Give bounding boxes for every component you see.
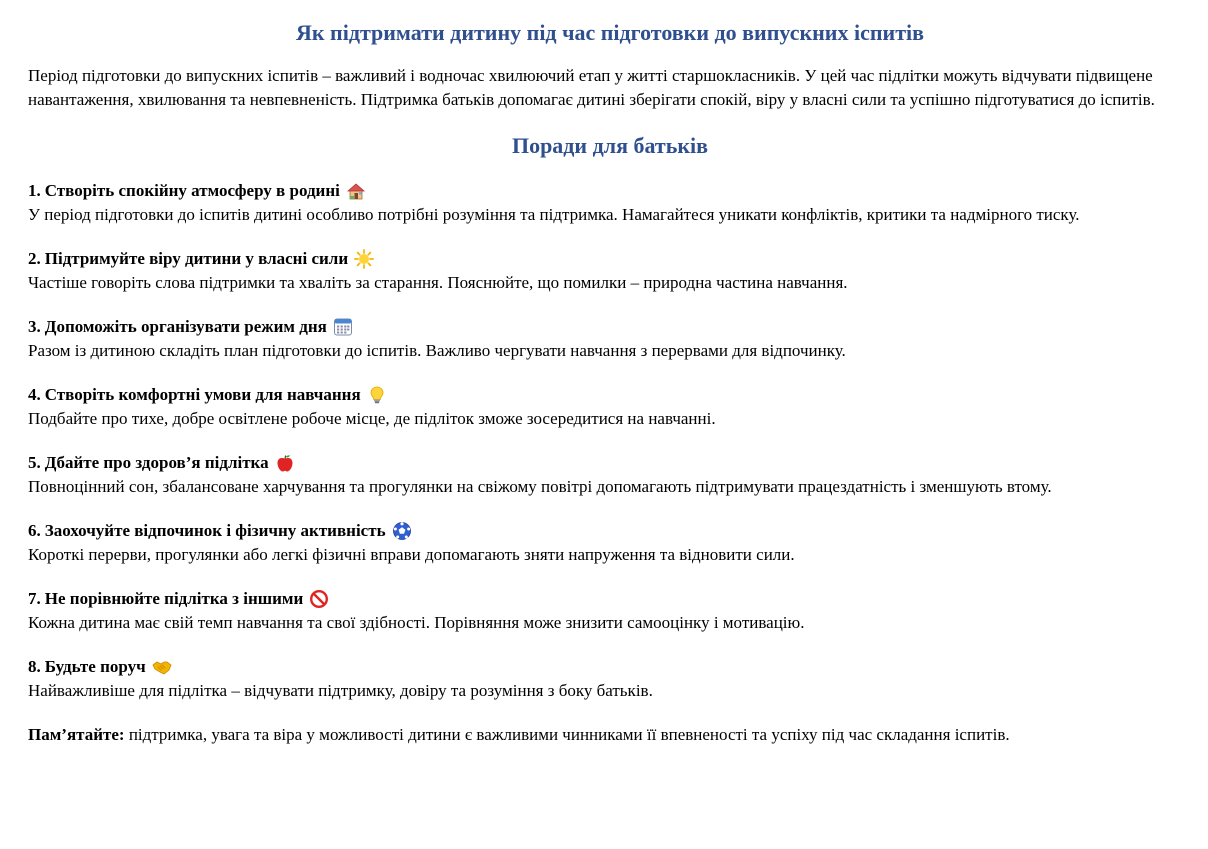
ball-icon (392, 521, 412, 541)
tip-title: Підтримуйте віру дитини у власні сили (44, 249, 349, 268)
tip-heading (28, 383, 1192, 407)
tip-title: Дбайте про здоров’я підлітка (44, 453, 269, 472)
sun-icon (354, 249, 374, 269)
page-title: Як підтримати дитину під час підготовки до випускних іспитів (295, 20, 925, 45)
tip-heading (28, 179, 1192, 203)
tip-text: Кожна дитина має свій темп навчання та свої здібності. Порівняння може знизити самооцінку і мотивацію. (28, 612, 805, 632)
tip-text: Частіше говоріть слова підтримки та хваліть за старання. Пояснюйте, що помилки – природна частина навчання. (28, 272, 848, 292)
tip-number: 7. (28, 589, 41, 608)
note-label: Пам’ятайте: (28, 725, 125, 744)
tip-number: 4. (28, 385, 41, 404)
section-title: Поради для батьків (511, 133, 709, 158)
tip-heading (28, 519, 1192, 543)
tip-number: 5. (28, 453, 41, 472)
tips-list (28, 179, 1192, 702)
tip-1 (28, 179, 1192, 226)
tip-heading (28, 451, 1192, 475)
tip-title: Заохочуйте відпочинок і фізичну активність (44, 521, 386, 540)
tip-title: Допоможіть організувати режим дня (44, 317, 327, 336)
tip-4 (28, 383, 1192, 430)
tip-5 (28, 451, 1192, 498)
prohibited-icon (309, 589, 329, 609)
tip-heading (28, 655, 1192, 679)
tip-title: Не порівнюйте підлітка з іншими (44, 589, 304, 608)
tip-text: Короткі перерви, прогулянки або легкі фізичні вправи допомагають зняти напруження та відновити сили. (28, 544, 795, 564)
tip-title: Будьте поруч (44, 657, 146, 676)
lightbulb-icon (367, 385, 387, 405)
tip-number: 3. (28, 317, 41, 336)
house-icon (346, 181, 366, 201)
note-text: підтримка, увага та віра у можливості дитини є важливими чинниками її впевненості та успіху під час складання іспитів. (124, 725, 1010, 744)
tip-number: 6. (28, 521, 41, 540)
tip-text: Повноцінний сон, збалансоване харчування та прогулянки на свіжому повітрі допомагають підтримувати працездатність і зменшують втому. (28, 476, 1052, 496)
tip-heading (28, 315, 1192, 339)
tip-number: 8. (28, 657, 41, 676)
tip-text: У період підготовки до іспитів дитині особливо потрібні розуміння та підтримка. Намагайтеся уникати конфліктів, критики та надмірного тиску. (28, 204, 1080, 224)
intro-paragraph: Період підготовки до випускних іспитів – важливий і водночас хвилюючий етап у житті старшокласників. У цей час підлітки можуть відчувати підвищене навантаження, хвилювання та невпевненість. Підтримка батьків допомагає дитині зберігати спокій, віру у власні сили та успішно підготуватися до іспитів. (28, 66, 1155, 109)
tip-8 (28, 655, 1192, 702)
tip-6 (28, 519, 1192, 566)
tip-title: Створіть комфортні умови для навчання (44, 385, 361, 404)
tip-7 (28, 587, 1192, 634)
tip-title: Створіть спокійну атмосферу в родині (44, 181, 340, 200)
calendar-icon (333, 317, 353, 337)
tip-heading (28, 587, 1192, 611)
tip-number: 1. (28, 181, 41, 200)
apple-icon (275, 453, 295, 473)
tip-text: Найважливіше для підлітка – відчувати підтримку, довіру та розуміння з боку батьків. (28, 680, 653, 700)
tip-text: Подбайте про тихе, добре освітлене робоче місце, де підліток зможе зосередитися на навчанні. (28, 408, 716, 428)
handshake-icon (152, 657, 172, 677)
tip-3 (28, 315, 1192, 362)
closing-note (28, 723, 1192, 747)
tip-2 (28, 247, 1192, 294)
tip-text: Разом із дитиною складіть план підготовки до іспитів. Важливо чергувати навчання з перервами для відпочинку. (28, 340, 846, 360)
tip-heading (28, 247, 1192, 271)
tip-number: 2. (28, 249, 41, 268)
